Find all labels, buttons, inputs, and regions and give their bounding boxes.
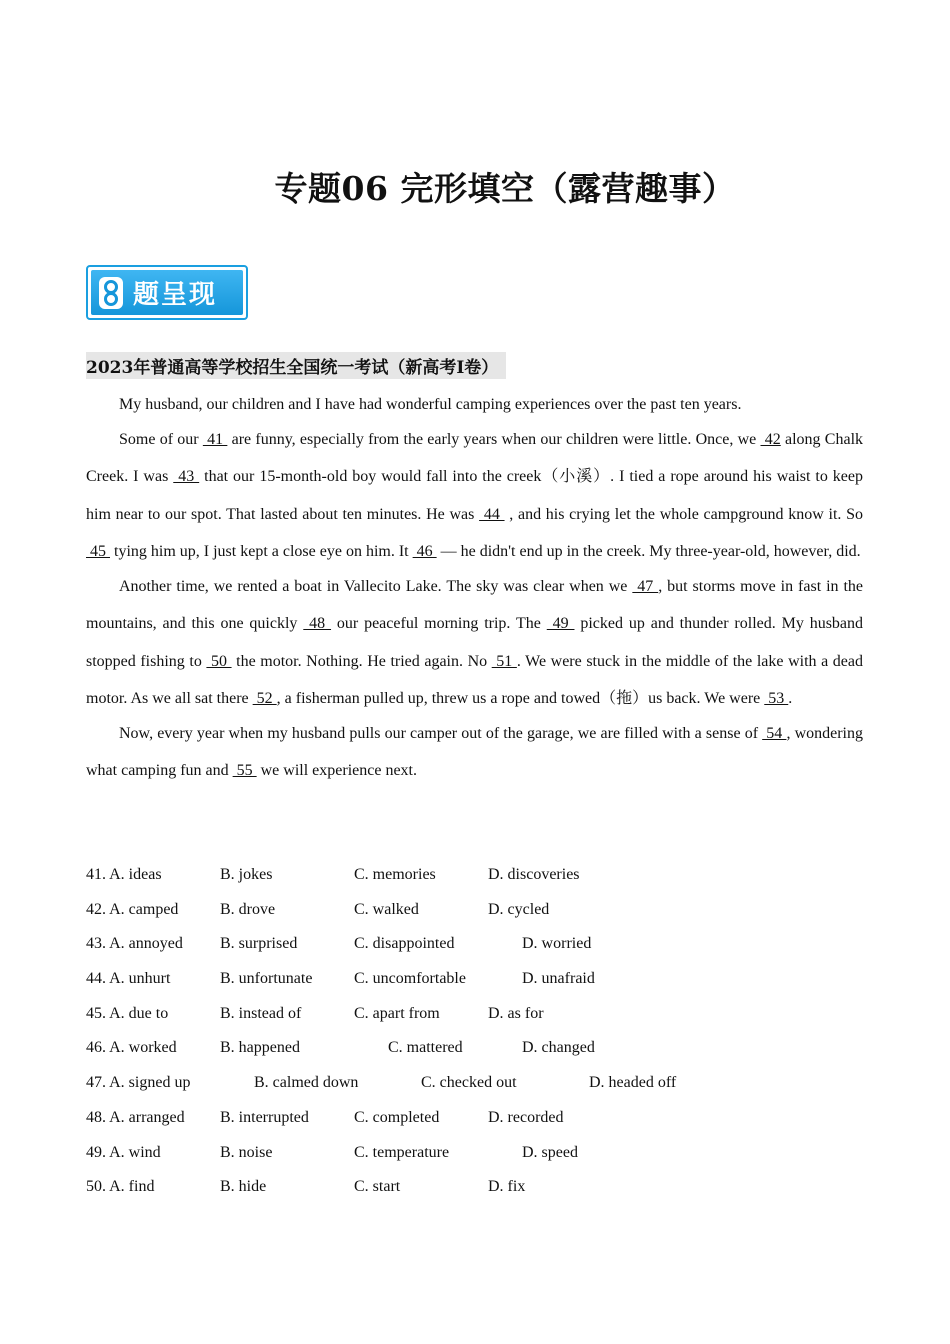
link-icon: [97, 275, 125, 311]
answer-option: B. surprised: [220, 935, 298, 953]
answer-option: 45. A. due to: [86, 1004, 169, 1022]
question-row: [86, 1170, 863, 1205]
passage-text: our peaceful morning trip. The: [331, 615, 547, 632]
answer-option: B. happened: [220, 1039, 300, 1057]
passage-text: Now, every year when my husband pulls our camper out of the garage, we are filled with a sense of: [119, 724, 763, 742]
passage-paragraph: [86, 386, 863, 424]
passage-paragraph: [86, 568, 863, 718]
answer-blank: 47: [632, 577, 659, 595]
answer-option: B. calmed down: [254, 1074, 359, 1092]
answer-blank: 50: [206, 652, 232, 670]
answer-blank: 45: [86, 543, 110, 560]
passage-text: Another time, we rented a boat in Vallecito Lake. The sky was clear when we: [119, 577, 633, 595]
answer-option: B. unfortunate: [220, 970, 313, 988]
answer-option: C. memories: [354, 866, 436, 883]
answer-option: D. cycled: [488, 900, 550, 918]
passage-text: .: [788, 690, 793, 707]
answer-option: B. jokes: [220, 866, 273, 883]
answer-option: C. walked: [354, 900, 419, 918]
options-list: [86, 858, 863, 1205]
answer-blank: 41: [202, 430, 228, 448]
answer-blank: 44: [479, 505, 505, 523]
answer-option: B. noise: [220, 1143, 273, 1161]
answer-blank: 48: [303, 615, 332, 632]
passage-text: My husband, our children and I have had wonderful camping experiences over the past ten years.: [119, 396, 742, 413]
question-row: [86, 962, 863, 997]
answer-option: D. headed off: [589, 1074, 677, 1092]
answer-blank: 51: [491, 652, 517, 670]
answer-blank: 54: [762, 724, 787, 742]
answer-option: B. drove: [220, 900, 276, 918]
answer-option: B. instead of: [220, 1004, 302, 1022]
passage-text: — he didn't end up in the creek. My three-year-old, however, did.: [436, 543, 861, 560]
answer-option: D. worried: [522, 935, 592, 953]
answer-blank: 49: [546, 615, 575, 632]
question-row: [86, 858, 863, 893]
question-row: [86, 1031, 863, 1066]
answer-blank: 55: [232, 762, 257, 779]
answer-option: 46. A. worked: [86, 1039, 177, 1057]
answer-option: B. interrupted: [220, 1108, 309, 1126]
passage-text: , and his crying let the whole campground know it. So: [504, 505, 864, 523]
answer-blank: 43: [173, 468, 200, 485]
answer-option: 47. A. signed up: [86, 1074, 191, 1092]
answer-option: D. changed: [522, 1039, 595, 1057]
passage-paragraph: [86, 421, 863, 571]
answer-option: 50. A. find: [86, 1178, 155, 1196]
answer-option: D. unafraid: [522, 970, 595, 988]
passage-text: that our 15-month-old boy would fall into the creek（小溪）. I tied a rope around his waist to keep him near to our spot. That lasted about ten minutes. He was: [86, 468, 864, 523]
passage-text: we will experience next.: [256, 762, 417, 779]
question-row: [86, 1101, 863, 1136]
answer-option: 41. A. ideas: [86, 866, 162, 883]
answer-option: D. discoveries: [488, 866, 580, 883]
passage-text: , a fisherman pulled up, threw us a rope and towed（拖）us back. We were: [276, 690, 765, 707]
section-title: 2023年普通高等学校招生全国统一考试（新高考Ⅰ卷）: [86, 352, 506, 379]
question-row: [86, 997, 863, 1032]
answer-option: D. recorded: [488, 1108, 564, 1126]
passage-text: picked up and thunder rolled. My husband stopped fishing to: [86, 615, 864, 670]
passage-text: are funny, especially from the early years when our children were little. Once, we: [227, 430, 761, 448]
answer-option: C. checked out: [421, 1074, 517, 1092]
passage-text: Some of our: [119, 430, 203, 448]
passage: [86, 386, 863, 790]
passage-text: the motor. Nothing. He tried again. No: [231, 652, 492, 670]
answer-blank: 42: [760, 430, 781, 448]
section-badge: [86, 265, 248, 320]
passage-text: tying him up, I just kept a close eye on him. It: [110, 543, 413, 560]
answer-option: 44. A. unhurt: [86, 970, 171, 988]
passage-text: . We were stuck in the middle of the lake with a dead motor. As we all sat there: [86, 652, 863, 707]
passage-text: along Chalk Creek. I was: [86, 430, 864, 485]
answer-option: 42. A. camped: [86, 900, 179, 918]
passage-paragraph: [86, 715, 863, 790]
answer-option: C. apart from: [354, 1004, 440, 1022]
answer-option: C. disappointed: [354, 935, 455, 953]
question-row: [86, 1066, 863, 1101]
passage-text: , but storms move in fast in the mountains, and this one quickly: [86, 577, 864, 632]
question-row: [86, 1136, 863, 1171]
answer-option: C. uncomfortable: [354, 970, 466, 988]
question-row: [86, 893, 863, 928]
answer-blank: 46: [412, 543, 437, 560]
answer-option: 49. A. wind: [86, 1143, 161, 1161]
passage-text: , wondering what camping fun and: [86, 724, 863, 779]
answer-option: 48. A. arranged: [86, 1108, 185, 1126]
answer-option: C. start: [354, 1178, 401, 1196]
answer-blank: 52: [252, 690, 277, 707]
badge-label: 题呈现: [133, 280, 218, 310]
page-title: 专题06 完形填空（露营趣事）: [274, 169, 736, 208]
answer-option: D. speed: [522, 1143, 578, 1161]
answer-option: C. mattered: [388, 1039, 463, 1057]
answer-option: 43. A. annoyed: [86, 935, 183, 953]
question-row: [86, 927, 863, 962]
answer-option: D. as for: [488, 1004, 544, 1022]
answer-blank: 53: [764, 690, 789, 707]
answer-option: D. fix: [488, 1178, 526, 1196]
answer-option: C. temperature: [354, 1143, 450, 1161]
answer-option: C. completed: [354, 1108, 440, 1126]
answer-option: B. hide: [220, 1178, 267, 1196]
